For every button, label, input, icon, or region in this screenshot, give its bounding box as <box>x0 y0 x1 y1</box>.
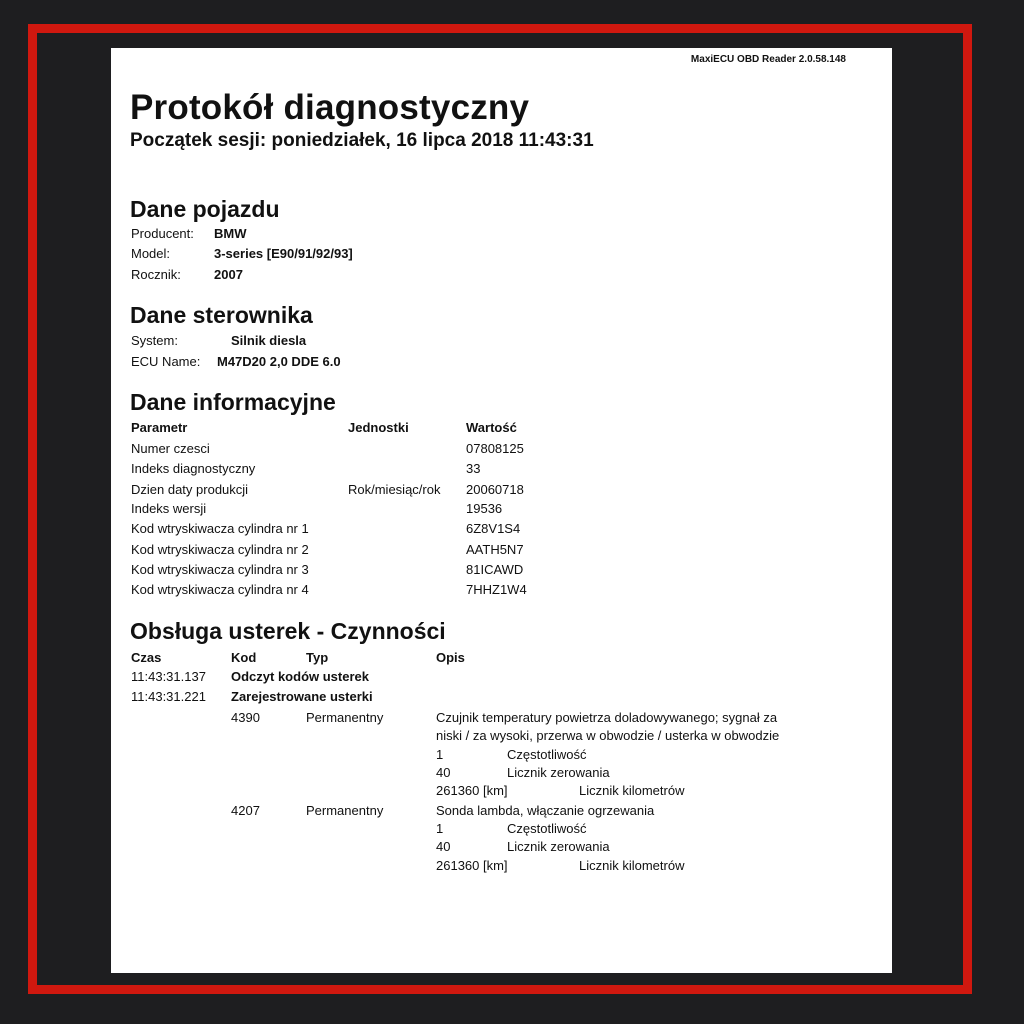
fault-type: Permanentny <box>306 710 384 725</box>
info-param: Kod wtryskiwacza cylindra nr 4 <box>131 582 309 597</box>
event-label: Zarejestrowane usterki <box>231 689 373 704</box>
vehicle-label: Rocznik: <box>131 267 181 282</box>
fault-reset-value: 40 <box>436 839 451 854</box>
fault-description: Czujnik temperatury powietrza doladowywanego; sygnał za <box>436 710 778 725</box>
info-param: Indeks wersji <box>131 501 207 516</box>
fault-km-label: Licznik kilometrów <box>579 858 685 873</box>
fault-freq-label: Częstotliwość <box>507 747 587 762</box>
info-param: Indeks diagnostyczny <box>131 461 256 476</box>
fault-freq-value: 1 <box>436 747 444 762</box>
fault-code: 4207 <box>231 803 260 818</box>
faults-col-header: Kod <box>231 650 257 665</box>
info-value: 6Z8V1S4 <box>466 521 521 536</box>
controller-value: M47D20 2,0 DDE 6.0 <box>217 354 341 369</box>
vehicle-value: 2007 <box>214 267 243 282</box>
vehicle-value: 3-series [E90/91/92/93] <box>214 246 353 261</box>
report-title: Protokół diagnostyczny <box>130 88 530 127</box>
fault-description: Sonda lambda, włączanie ogrzewania <box>436 803 655 818</box>
faults-col-header: Opis <box>436 650 465 665</box>
info-param: Kod wtryskiwacza cylindra nr 2 <box>131 542 309 557</box>
fault-km-value: 261360 [km] <box>436 858 508 873</box>
info-col-header: Parametr <box>131 420 188 435</box>
fault-reset-label: Licznik zerowania <box>507 765 610 780</box>
info-value: 7HHZ1W4 <box>466 582 527 597</box>
vehicle-label: Producent: <box>131 226 194 241</box>
fault-km-value: 261360 [km] <box>436 783 508 798</box>
fault-freq-value: 1 <box>436 821 444 836</box>
report-page <box>111 48 892 973</box>
info-param: Dzien daty produkcji <box>131 482 249 497</box>
faults-col-header: Typ <box>306 650 329 665</box>
info-value: AATH5N7 <box>466 542 524 557</box>
event-time: 11:43:31.137 <box>131 669 206 684</box>
session-start: Początek sesji: poniedziałek, 16 lipca 2018 11:43:31 <box>130 130 594 151</box>
controller-label: System: <box>131 333 178 348</box>
event-label: Odczyt kodów usterek <box>231 669 369 684</box>
fault-reset-label: Licznik zerowania <box>507 839 610 854</box>
fault-km-label: Licznik kilometrów <box>579 783 685 798</box>
info-col-header: Jednostki <box>348 420 409 435</box>
info-value: 19536 <box>466 501 503 516</box>
controller-label: ECU Name: <box>131 354 201 369</box>
vehicle-value: BMW <box>214 226 247 241</box>
vehicle-heading: Dane pojazdu <box>130 196 280 222</box>
info-value: 81ICAWD <box>466 562 524 577</box>
fault-reset-value: 40 <box>436 765 451 780</box>
info-param: Numer czesci <box>131 441 210 456</box>
info-value: 33 <box>466 461 481 476</box>
fault-type: Permanentny <box>306 803 384 818</box>
event-time: 11:43:31.221 <box>131 689 206 704</box>
info-param: Kod wtryskiwacza cylindra nr 1 <box>131 521 309 536</box>
info-heading: Dane informacyjne <box>130 389 336 415</box>
controller-heading: Dane sterownika <box>130 302 313 328</box>
fault-description: niski / za wysoki, przerwa w obwodzie / usterka w obwodzie <box>436 728 780 743</box>
info-value: 07808125 <box>466 441 524 456</box>
vehicle-label: Model: <box>131 246 171 261</box>
info-unit: Rok/miesiąc/rok <box>348 482 441 497</box>
faults-col-header: Czas <box>131 650 162 665</box>
app-version: MaxiECU OBD Reader 2.0.58.148 <box>690 54 846 65</box>
faults-heading: Obsługa usterek - Czynności <box>130 618 446 644</box>
controller-value: Silnik diesla <box>231 333 307 348</box>
fault-freq-label: Częstotliwość <box>507 821 587 836</box>
info-param: Kod wtryskiwacza cylindra nr 3 <box>131 562 309 577</box>
fault-code: 4390 <box>231 710 260 725</box>
info-col-header: Wartość <box>466 420 517 435</box>
info-value: 20060718 <box>466 482 524 497</box>
